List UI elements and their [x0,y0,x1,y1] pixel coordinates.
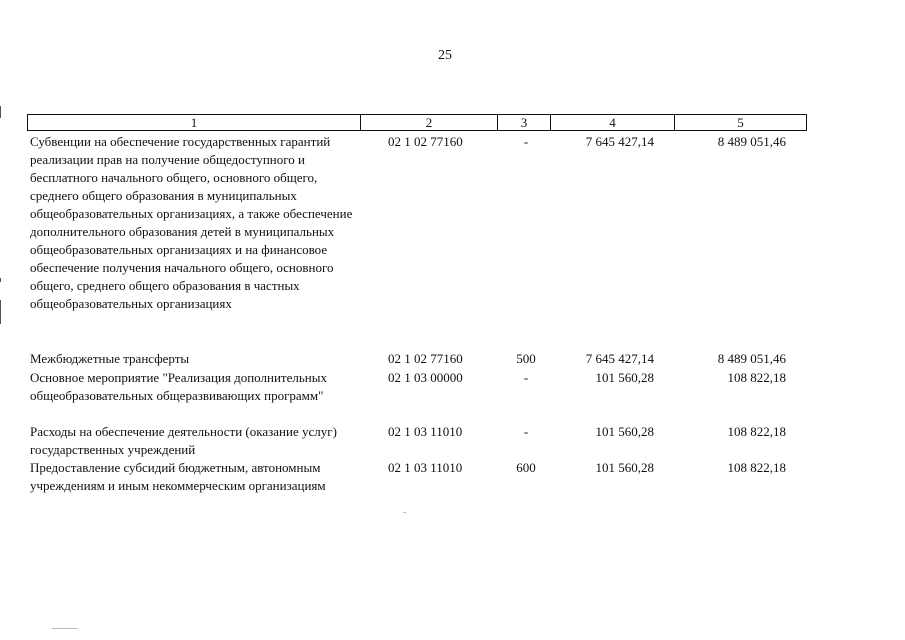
scan-speck [403,512,406,513]
row-code: 02 1 02 77160 [388,351,463,366]
row-amount-1: 7 645 427,14 [585,351,654,366]
margin-mark [0,106,1,118]
row-name: Расходы на обеспечение деятельности (оказание услуг) государственных учреждений [30,424,337,457]
row-name: Межбюджетные трансферты [30,351,190,366]
row-amount-2: 108 822,18 [727,424,786,439]
row-code: 02 1 03 00000 [388,370,463,385]
row-type: - [523,424,529,439]
row-amount-2: 8 489 051,46 [717,134,786,149]
row-type: 500 [516,351,536,366]
row-code: 02 1 03 11010 [388,460,463,475]
row-amount-1: 101 560,28 [595,460,654,475]
row-type: 600 [516,460,536,475]
row-amount-1: 101 560,28 [595,424,654,439]
row-type: - [523,134,529,149]
header-col-4: 4 [551,115,675,130]
header-col-2: 2 [361,115,498,130]
row-amount-1: 7 645 427,14 [585,134,654,149]
header-col-3: 3 [498,115,551,130]
row-code: 02 1 03 11010 [388,424,463,439]
margin-mark [0,300,1,324]
row-amount-1: 101 560,28 [595,370,654,385]
header-col-5: 5 [737,115,744,130]
scan-speck [52,628,78,629]
row-amount-2: 108 822,18 [727,370,786,385]
margin-mark [0,278,1,282]
header-col-1: 1 [28,115,361,130]
row-type: - [523,370,529,385]
row-name: Основное мероприятие "Реализация дополнительных общеобразовательных общеразвивающих программ" [30,370,327,403]
row-amount-2: 108 822,18 [727,460,786,475]
row-code: 02 1 02 77160 [388,134,463,149]
row-name: Предоставление субсидий бюджетным, автономным учреждениям и иным некоммерческим организациям [30,460,326,493]
page-number: 25 [438,48,452,63]
table-header [27,114,807,131]
row-amount-2: 8 489 051,46 [717,351,786,366]
row-name: Субвенции на обеспечение государственных гарантий реализации прав на получение общедоступного и бесплатного начального общего, основного общего, среднего общего образования в муниципальных общеобразовательных организациях, а также обеспечение дополнительного образования детей в муниципальных общеобразовательных организациях и на финансовое обеспечение получения начального общего, основного общего, среднего общего образования в частных общеобразовательных организациях [30,134,353,311]
